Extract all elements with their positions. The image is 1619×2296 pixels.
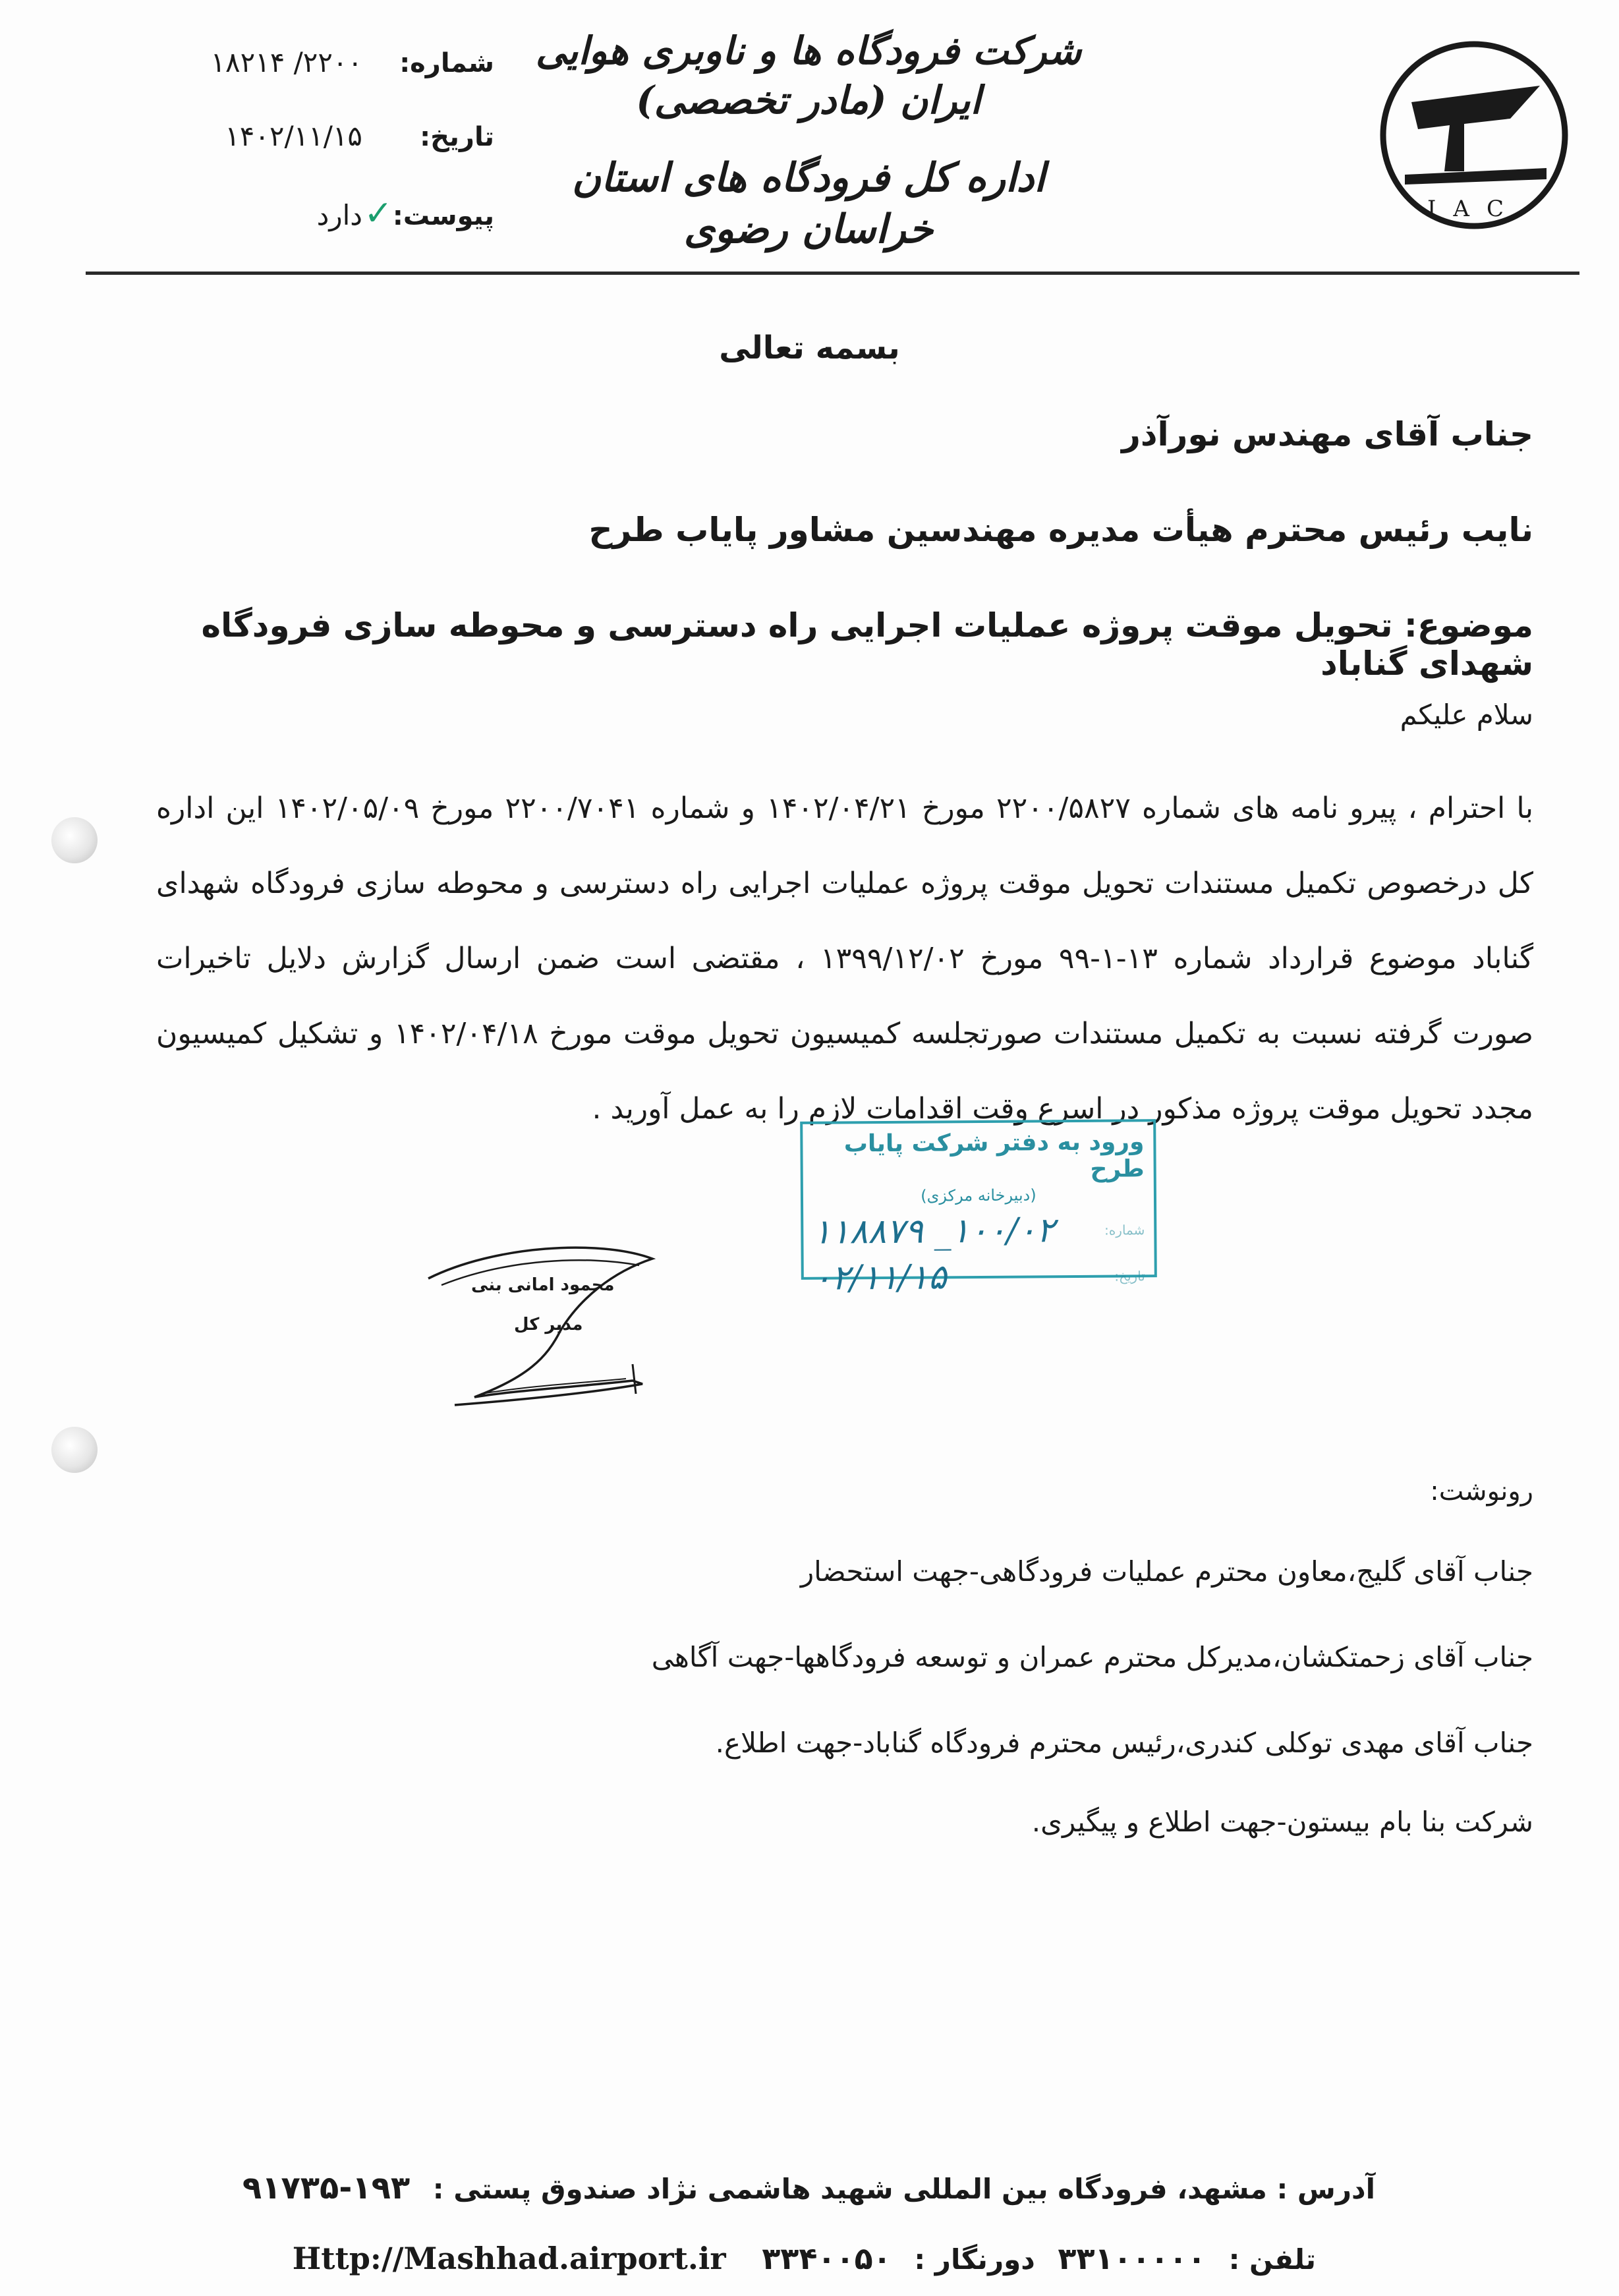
fax-label: دورنگار : — [914, 2243, 1035, 2276]
date-label: تاریخ: — [420, 122, 494, 152]
header-divider — [86, 272, 1579, 275]
stamp-date-row — [813, 1256, 1145, 1298]
logo-text: IAC — [1427, 196, 1521, 222]
copy-recipient: جناب آقای مهدی توکلی کندری،رئیس محترم فرودگاه گناباد-جهت اطلاع. — [715, 1727, 1533, 1759]
greeting: سلام علیکم — [1400, 699, 1533, 731]
attachment-label-wrap — [364, 194, 494, 233]
phone-number: ۳۳۱۰۰۰۰۰ — [1058, 2241, 1207, 2276]
postal-code: ۱۹۳-۹۱۷۳۵ — [242, 2169, 411, 2206]
number-label: شماره: — [399, 48, 494, 78]
stamp-number-value: ۱۰۰/۰۲_ ۱۱۸۸۷۹ — [812, 1211, 1055, 1252]
date-value: ۱۴۰۲/۱۱/۱۵ — [225, 120, 362, 152]
stamp-subtitle: (دبیرخانه مرکزی) — [921, 1186, 1037, 1205]
invocation: بسمه تعالی — [719, 330, 900, 366]
punch-hole-top — [51, 817, 98, 863]
copy-recipient: جناب آقای زحمتکشان،مدیرکل محترم عمران و توسعه فرودگاهها-جهت آگاهی — [651, 1641, 1533, 1673]
letter-subject: موضوع: تحویل موقت پروژه عملیات اجرایی راه دسترسی و محوطه سازی فرودگاه شهدای گناباد — [201, 606, 1533, 683]
address-text: آدرس : مشهد، فرودگاه بین المللی شهید هاشمی نژاد صندوق پستی : — [432, 2173, 1375, 2205]
company-header — [512, 26, 1105, 255]
phone-label: تلفن : — [1228, 2243, 1316, 2276]
attachment-value: دارد — [316, 199, 362, 231]
stamp-date-value: ۰۲/۱۱/۱۵ — [812, 1257, 947, 1298]
website-link[interactable]: Http://Mashhad.airport.ir — [292, 2241, 726, 2276]
footer-contact — [293, 2241, 1316, 2276]
attachment-label: پیوست: — [392, 201, 494, 231]
fax-number: ۳۳۴۰۰۵۰ — [762, 2241, 892, 2276]
stamp-number-row — [812, 1210, 1145, 1252]
meta-attachment-row — [152, 194, 494, 268]
copies-label: رونوشت: — [1430, 1476, 1533, 1507]
number-value: ۲۲۰۰/ ۱۸۲۱۴ — [210, 46, 362, 78]
checkmark-icon: ✓ — [364, 194, 393, 233]
stamp-number-label: شماره: — [1104, 1222, 1145, 1238]
copy-recipient: جناب آقای گلیج،معاون محترم عملیات فرودگاهی-جهت استحضار — [800, 1555, 1533, 1588]
footer-address — [242, 2169, 1375, 2206]
signer-title: مدیر کل — [514, 1315, 583, 1335]
punch-hole-bottom — [51, 1427, 98, 1473]
addressee-title: نایب رئیس محترم هیأت مدیره مهندسین مشاور پایاب طرح — [588, 511, 1533, 549]
stamp-title: ورود به دفتر شرکت پایاب طرح — [843, 1128, 1145, 1183]
meta-number-row — [152, 46, 494, 120]
letter-meta — [152, 46, 494, 268]
company-name: شرکت فرودگاه ها و ناوبری هوایی ایران (مادر تخصصی) — [535, 28, 1082, 123]
iac-logo-icon — [1365, 40, 1583, 231]
stamp-date-label: تاریخ: — [1114, 1268, 1145, 1284]
addressee-name: جناب آقای مهندس نورآذر — [1122, 415, 1533, 453]
copy-recipient: شرکت بنا بام بیستون-جهت اطلاع و پیگیری. — [1031, 1806, 1533, 1838]
letter-body: با احترام ، پیرو نامه های شماره ۲۲۰۰/۵۸۲۷ مورخ ۱۴۰۲/۰۴/۲۱ و شماره ۲۲۰۰/۷۰۴۱ مورخ ۱۴۰۲/۰۵/۰۹ این اداره کل درخصوص تکمیل مستندات تحویل موقت پروژه عملیات اجرایی راه دسترسی و محوطه سازی فرودگاه شهدای گناباد موضوع قرارداد شماره ۱۳-۱-۹۹ مورخ ۱۳۹۹/۱۲/۰۲ ، مقتضی است ضمن ارسال گزارش دلایل تاخیرات صورت گرفته نسبت به تکمیل مستندات صورتجلسه کمیسیون تحویل موقت مورخ ۱۴۰۲/۰۴/۱۸ و تشکیل کمیسیون مجدد تحویل موقت پروژه مذکور در اسرع وقت اقدامات لازم را به عمل آورید . — [156, 791, 1534, 1126]
meta-date-row — [152, 120, 494, 194]
signer-name: محمود امانی بنی — [471, 1275, 615, 1295]
received-stamp — [800, 1119, 1157, 1298]
department-name: اداره کل فرودگاه های استان خراسان رضوی — [571, 154, 1046, 252]
